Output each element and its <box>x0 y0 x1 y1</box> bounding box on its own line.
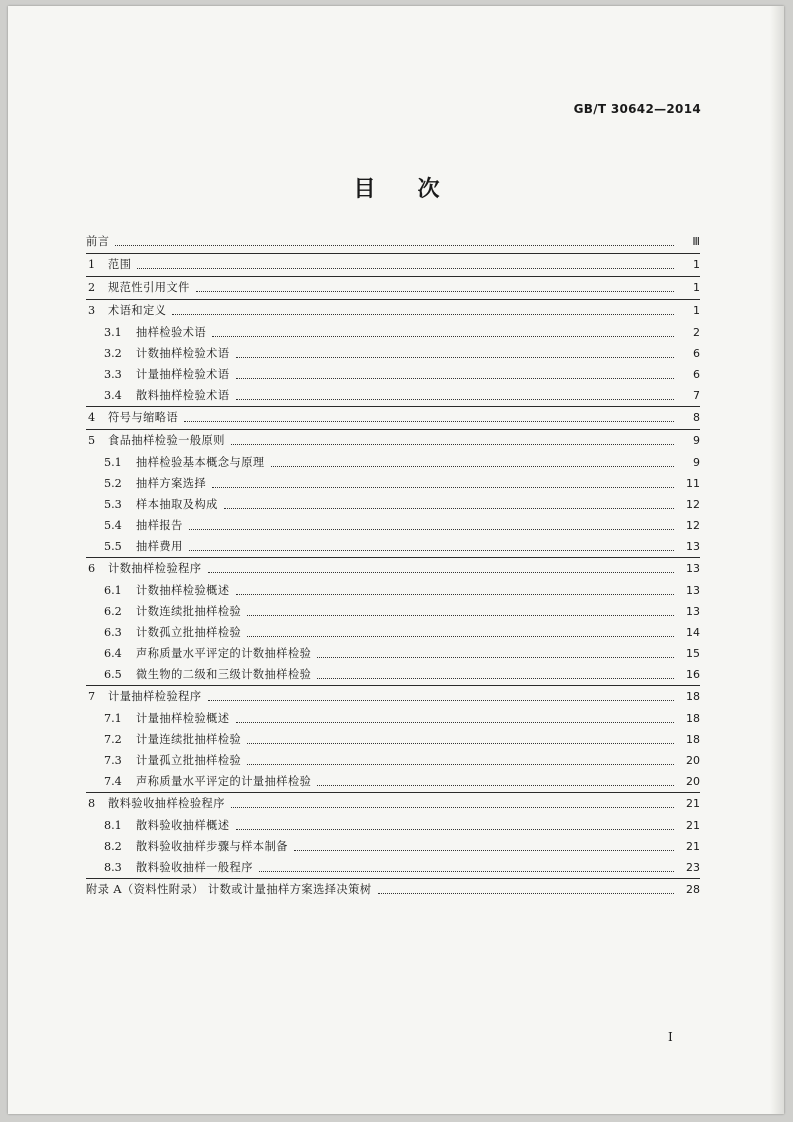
toc-entry-number: 3.3 <box>104 368 122 381</box>
toc-entry[interactable] <box>86 322 700 343</box>
toc-entry[interactable] <box>86 622 700 643</box>
toc-entry[interactable] <box>86 708 700 729</box>
toc-entry-label: 计数抽样检验程序 <box>108 562 202 575</box>
toc-entry-number: 6.2 <box>104 605 122 618</box>
toc-entry-number: 6.3 <box>104 626 122 639</box>
dot-leader <box>317 656 674 658</box>
toc-entry[interactable] <box>86 429 700 452</box>
toc-entry-page: 13 <box>686 540 700 553</box>
toc-entry-page: 21 <box>686 819 700 832</box>
toc-entry[interactable] <box>86 685 700 708</box>
toc-entry-number: 7.1 <box>104 712 122 725</box>
dot-leader <box>224 507 674 509</box>
toc-entry-label: 散料验收抽样检验程序 <box>108 797 225 810</box>
toc-entry-page: 13 <box>686 562 700 575</box>
toc-entry-page: 18 <box>686 690 700 703</box>
toc-entry-number: 6 <box>88 562 96 575</box>
toc-entry-label: 计量抽样检验概述 <box>136 712 230 725</box>
toc-entry-label: 样本抽取及构成 <box>136 498 218 511</box>
dot-leader <box>212 486 674 488</box>
dot-leader <box>189 549 674 551</box>
dot-leader <box>137 267 674 269</box>
toc-entry[interactable] <box>86 643 700 664</box>
toc-entry-label: 散料抽样检验术语 <box>136 389 230 402</box>
dot-leader <box>236 377 674 379</box>
toc-entry-page: 12 <box>686 498 700 511</box>
dot-leader <box>212 335 674 337</box>
dot-leader <box>247 763 674 765</box>
toc-entry-number: 3.1 <box>104 326 122 339</box>
toc-entry-number: 7.2 <box>104 733 122 746</box>
toc-entry[interactable] <box>86 878 700 901</box>
toc-entry-label: 计数孤立批抽样检验 <box>136 626 242 639</box>
toc-entry-page: 28 <box>686 883 700 896</box>
toc-entry[interactable] <box>86 815 700 836</box>
toc-entry-label: 抽样报告 <box>136 519 183 532</box>
toc-entry-page: 11 <box>686 477 700 490</box>
toc-entry-number: 8.2 <box>104 840 122 853</box>
toc-entry-number: 4 <box>88 411 96 424</box>
toc-entry-page: 21 <box>686 840 700 853</box>
toc-entry-page: 1 <box>693 281 700 294</box>
toc-entry[interactable] <box>86 580 700 601</box>
toc-entry-page: 16 <box>686 668 700 681</box>
toc-entry-number: 6.1 <box>104 584 122 597</box>
dot-leader <box>317 784 674 786</box>
dot-leader <box>231 443 674 445</box>
toc-entry[interactable] <box>86 473 700 494</box>
toc-entry-number: 7.3 <box>104 754 122 767</box>
toc-entry[interactable] <box>86 276 700 299</box>
toc-entry-number: 6.4 <box>104 647 122 660</box>
dot-leader <box>271 465 674 467</box>
toc-entry-page: 13 <box>686 584 700 597</box>
toc-entry-page: 2 <box>693 326 700 339</box>
standard-number: GB/T 30642—2014 <box>573 102 701 116</box>
toc-entry-label: 微生物的二级和三级计数抽样检验 <box>136 668 312 681</box>
toc-entry-page: 6 <box>693 347 700 360</box>
toc-entry-page: 14 <box>686 626 700 639</box>
toc-entry[interactable] <box>86 494 700 515</box>
toc-entry-number: 5.4 <box>104 519 122 532</box>
toc-entry-page: 20 <box>686 775 700 788</box>
dot-leader <box>247 614 674 616</box>
toc-entry[interactable] <box>86 515 700 536</box>
toc-entry-label: 范围 <box>108 258 132 271</box>
toc-entry-number: 8.3 <box>104 861 122 874</box>
toc-entry[interactable] <box>86 750 700 771</box>
toc-entry-number: 5.3 <box>104 498 122 511</box>
dot-leader <box>236 828 674 830</box>
dot-leader <box>208 571 674 573</box>
toc-entry[interactable] <box>86 771 700 792</box>
toc-entry-page: 6 <box>693 368 700 381</box>
toc-entry[interactable] <box>86 253 700 276</box>
toc-entry-page: 7 <box>693 389 700 402</box>
toc-entry-page: 8 <box>693 411 700 424</box>
toc-entry[interactable] <box>86 452 700 473</box>
toc-entry-page: 1 <box>693 304 700 317</box>
toc-entry-number: 3.2 <box>104 347 122 360</box>
toc-entry-label: 散料验收抽样一般程序 <box>136 861 253 874</box>
toc-entry-label: 散料验收抽样概述 <box>136 819 230 832</box>
toc-entry-label: 抽样检验术语 <box>136 326 207 339</box>
dot-leader <box>294 849 674 851</box>
toc-entry-page: 1 <box>693 258 700 271</box>
toc-entry[interactable] <box>86 557 700 580</box>
toc-entry-page: 18 <box>686 712 700 725</box>
toc-entry-label: 计数抽样检验术语 <box>136 347 230 360</box>
toc-entry[interactable] <box>86 836 700 857</box>
toc-entry-label: 符号与缩略语 <box>108 411 179 424</box>
toc-entry-number: 6.5 <box>104 668 122 681</box>
toc-entry-number: 5.2 <box>104 477 122 490</box>
toc-entry-number: 7.4 <box>104 775 122 788</box>
toc-entry-label: 声称质量水平评定的计量抽样检验 <box>136 775 312 788</box>
toc-entry[interactable] <box>86 299 700 322</box>
toc-entry[interactable] <box>86 536 700 557</box>
toc-entry-label: 声称质量水平评定的计数抽样检验 <box>136 647 312 660</box>
toc-entry-number: 8.1 <box>104 819 122 832</box>
page-title: 目次 <box>353 177 482 202</box>
dot-leader <box>236 721 674 723</box>
toc-entry-label: 计数连续批抽样检验 <box>136 605 242 618</box>
toc-entry[interactable] <box>86 406 700 429</box>
dot-leader <box>184 420 674 422</box>
toc-entry[interactable] <box>86 792 700 815</box>
toc-entry[interactable] <box>86 857 700 878</box>
toc-entry-label: 计数抽样检验概述 <box>136 584 230 597</box>
toc-entry[interactable] <box>86 729 700 750</box>
toc-entry-page: 20 <box>686 754 700 767</box>
toc-entry-page: 21 <box>686 797 700 810</box>
page-number: I <box>668 1030 673 1044</box>
toc-entry-label: 计量抽样检验术语 <box>136 368 230 381</box>
toc-entry-label: 食品抽样检验一般原则 <box>108 434 225 447</box>
toc-entry-label: 抽样检验基本概念与原理 <box>136 456 265 469</box>
toc-entry-label: 规范性引用文件 <box>108 281 190 294</box>
dot-leader <box>259 870 674 872</box>
toc-entry-number: 1 <box>88 258 96 271</box>
toc-entry[interactable] <box>86 343 700 364</box>
toc-entry-label: 前言 <box>86 235 110 248</box>
toc-entry[interactable] <box>86 231 700 253</box>
toc-entry-page: 15 <box>686 647 700 660</box>
toc-entry[interactable] <box>86 364 700 385</box>
toc-entry[interactable] <box>86 664 700 685</box>
table-of-contents <box>86 231 700 901</box>
toc-entry-label: 抽样方案选择 <box>136 477 207 490</box>
toc-entry[interactable] <box>86 385 700 406</box>
toc-entry-number: 2 <box>88 281 96 294</box>
toc-entry-page: 18 <box>686 733 700 746</box>
toc-entry-page: 9 <box>693 456 700 469</box>
toc-entry-label: 计量连续批抽样检验 <box>136 733 242 746</box>
dot-leader <box>247 742 674 744</box>
dot-leader <box>231 806 674 808</box>
toc-entry-page: 9 <box>693 434 700 447</box>
dot-leader <box>236 593 674 595</box>
toc-entry-label: 散料验收抽样步骤与样本制备 <box>136 840 288 853</box>
toc-entry-page: 23 <box>686 861 700 874</box>
toc-entry-page: 12 <box>686 519 700 532</box>
toc-entry-number: 8 <box>88 797 96 810</box>
toc-entry-number: 3 <box>88 304 96 317</box>
dot-leader <box>236 398 674 400</box>
toc-entry-number: 7 <box>88 690 96 703</box>
toc-entry-number: 5 <box>88 434 96 447</box>
toc-entry-page: Ⅲ <box>692 235 700 248</box>
dot-leader <box>208 699 674 701</box>
toc-entry-label: 计量抽样检验程序 <box>108 690 202 703</box>
toc-entry[interactable] <box>86 601 700 622</box>
toc-entry-label: 术语和定义 <box>108 304 167 317</box>
toc-entry-label: 附录 A（资料性附录） 计数或计量抽样方案选择决策树 <box>86 883 372 896</box>
dot-leader <box>247 635 674 637</box>
toc-entry-label: 抽样费用 <box>136 540 183 553</box>
dot-leader <box>172 313 674 315</box>
dot-leader <box>115 244 674 246</box>
dot-leader <box>378 892 674 894</box>
dot-leader <box>236 356 674 358</box>
toc-entry-label: 计量孤立批抽样检验 <box>136 754 242 767</box>
dot-leader <box>317 677 674 679</box>
dot-leader <box>196 290 674 292</box>
toc-entry-number: 5.5 <box>104 540 122 553</box>
toc-entry-number: 5.1 <box>104 456 122 469</box>
toc-entry-page: 13 <box>686 605 700 618</box>
toc-entry-number: 3.4 <box>104 389 122 402</box>
dot-leader <box>189 528 674 530</box>
